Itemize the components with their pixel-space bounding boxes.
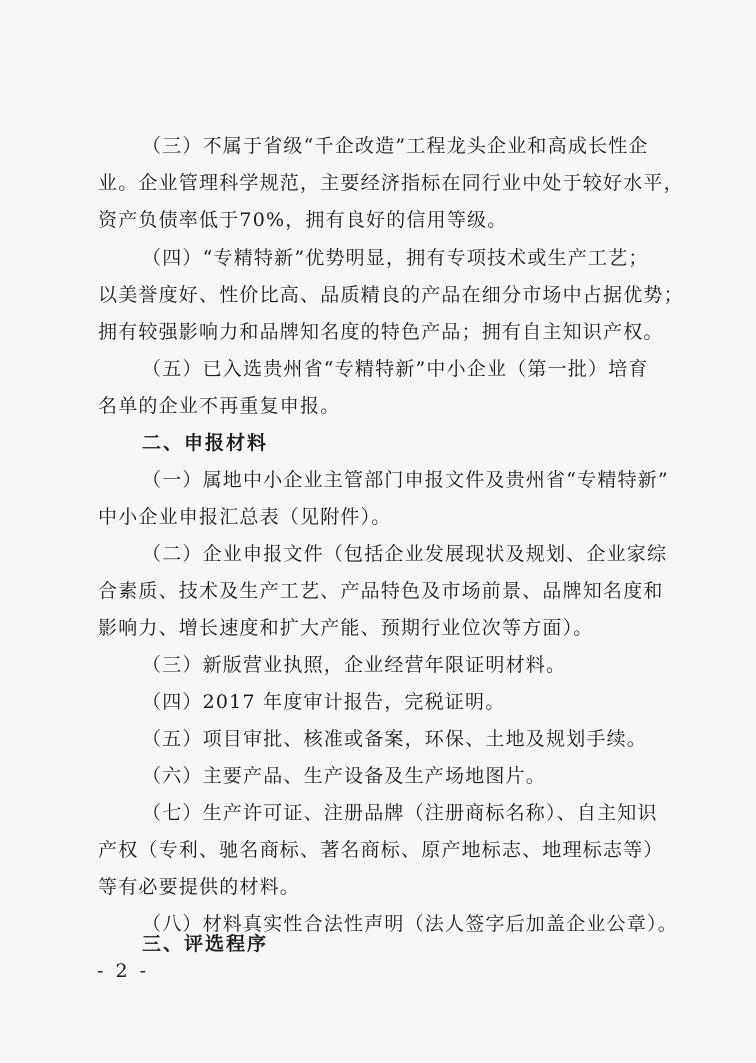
criteria-item-4-line-3: 拥有较强影响力和品牌知名度的特色产品；拥有自主知识产权。 <box>98 321 664 343</box>
material-item-2-line-1: （二）企业申报文件（包括企业发展现状及规划、企业家综 <box>142 543 668 565</box>
material-item-2-line-3: 影响力、增长速度和扩大产能、预期行业位次等方面）。 <box>98 617 594 639</box>
criteria-item-5-line-2: 名单的企业不再重复申报。 <box>98 395 341 417</box>
material-item-5: （五）项目审批、核准或备案，环保、土地及规划手续。 <box>142 728 648 750</box>
material-item-8: （八）材料真实性合法性声明（法人签字后加盖企业公章）。 <box>142 913 678 935</box>
material-item-4: （四）2017 年度审计报告，完税证明。 <box>142 691 506 713</box>
criteria-item-3-line-1: （三）不属于省级“千企改造”工程龙头企业和高成长性企 <box>142 135 649 157</box>
material-item-7-line-3: 等有必要提供的材料。 <box>98 876 301 898</box>
criteria-item-4-line-1: （四）“专精特新”优势明显，拥有专项技术或生产工艺； <box>142 247 649 269</box>
criteria-item-3-line-2: 业。企业管理科学规范，主要经济指标在同行业中处于较好水平， <box>98 172 684 194</box>
section-heading-selection: 三、评选程序 <box>142 933 269 955</box>
criteria-item-5-line-1: （五）已入选贵州省“专精特新”中小企业（第一批）培育 <box>142 358 649 380</box>
material-item-1-line-2: 中小企业申报汇总表（见附件）。 <box>98 506 392 528</box>
page-number: - 2 - <box>97 960 150 982</box>
material-item-3: （三）新版营业执照，企业经营年限证明材料。 <box>142 654 567 676</box>
material-item-6: （六）主要产品、生产设备及生产场地图片。 <box>142 765 547 787</box>
material-item-2-line-2: 合素质、技术及生产工艺、产品特色及市场前景、品牌知名度和 <box>98 580 664 602</box>
section-heading-materials: 二、申报材料 <box>142 432 269 454</box>
criteria-item-4-line-2: 以美誉度好、性价比高、品质精良的产品在细分市场中占据优势； <box>98 284 684 306</box>
material-item-1-line-1: （一）属地中小企业主管部门申报文件及贵州省“专精特新” <box>142 469 669 491</box>
material-item-7-line-2: 产权（专利、驰名商标、著名商标、原产地标志、地理标志等） <box>98 839 664 861</box>
criteria-item-3-line-3: 资产负债率低于70%，拥有良好的信用等级。 <box>98 209 508 231</box>
material-item-7-line-1: （七）生产许可证、注册品牌（注册商标名称）、自主知识 <box>142 802 658 824</box>
